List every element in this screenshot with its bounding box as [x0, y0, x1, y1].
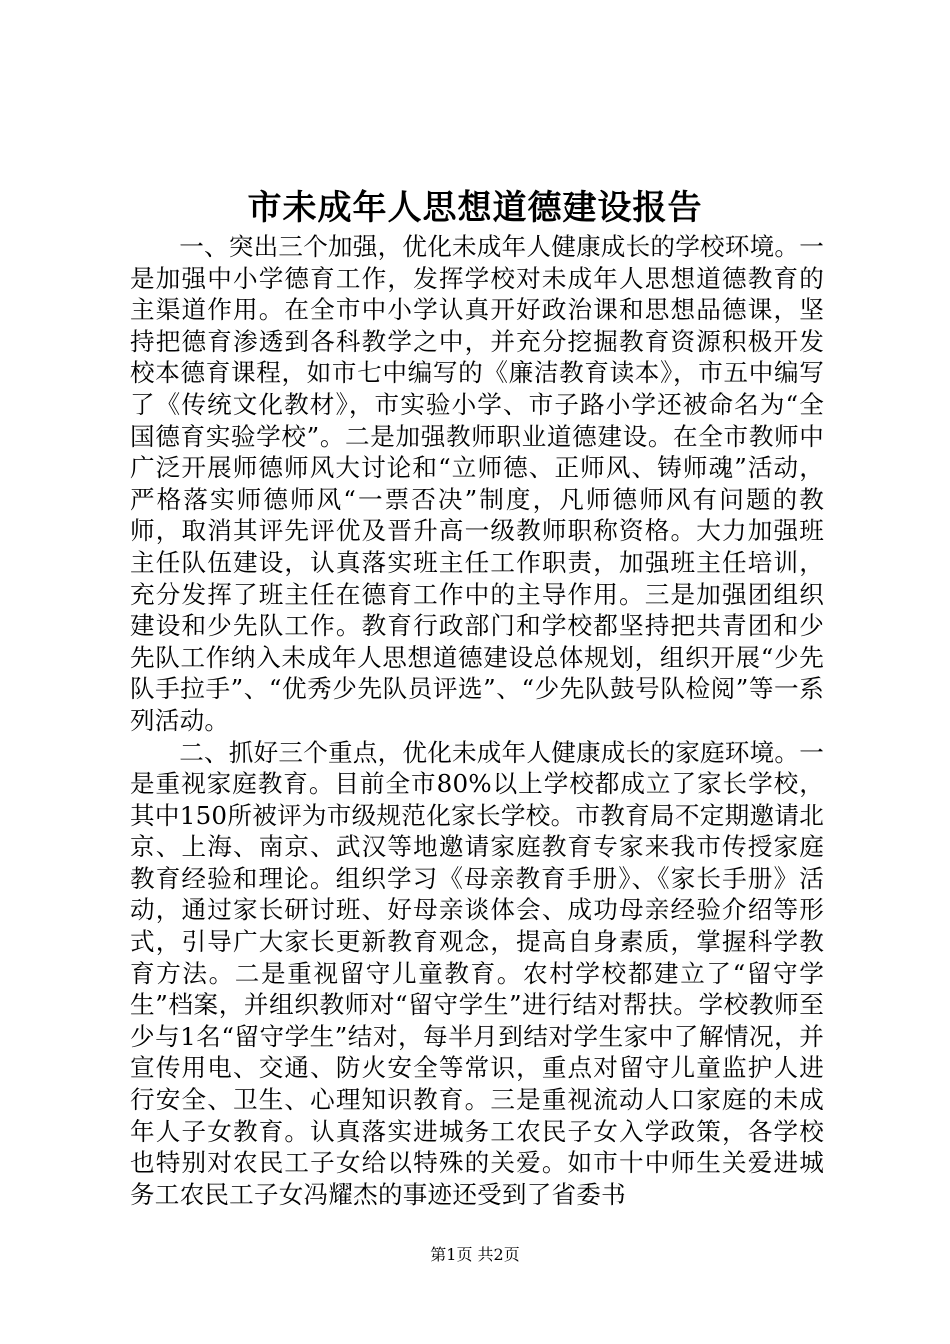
page-footer: 第1页 共2页 [430, 1245, 520, 1264]
paragraph: 二、抓好三个重点，优化未成年人健康成长的家庭环境。一是重视家庭教育。目前全市80%以上学校都成立了家长学校，其中150所被评为市级规范化家长学校。市教育局不定期邀请北京、上海、南京、武汉等地邀请家庭教育专家来我市传授家庭教育经验和理论。组织学习《母亲教育手册》、《家长手册》活动，通过家长研讨班、好母亲谈体会、成功母亲经验介绍等形式，引导广大家长更新教育观念，提高自身素质，掌握科学教育方法。二是重视留守儿童教育。农村学校都建立了“留守学生”档案，并组织教师对“留守学生”进行结对帮扶。学校教师至少与1名“留守学生”结对，每半月到结对学生家中了解情况，并宣传用电、交通、防火安全等常识，重点对留守儿童监护人进行安全、卫生、心理知识教育。三是重视流动人口家庭的未成年人子女教育。认真落实进城务工农民子女入学政策，各学校也特别对农民工子女给以特殊的关爱。如市十中师生关爱进城务工农民工子女冯耀杰的事迹还受到了省委书 [130, 737, 824, 1209]
paragraph: 一、突出三个加强，优化未成年人健康成长的学校环境。一是加强中小学德育工作，发挥学校对未成年人思想道德教育的主渠道作用。在全市中小学认真开好政治课和思想品德课，坚持把德育渗透到各科教学之中，并充分挖掘教育资源积极开发校本德育课程，如市七中编写的《廉洁教育读本》，市五中编写了《传统文化教材》，市实验小学、市子路小学还被命名为“全国德育实验学校”。二是加强教师职业道德建设。在全市教师中广泛开展师德师风大讨论和“立师德、正师风、铸师魂”活动，严格落实师德师风“一票否决”制度，凡师德师风有问题的教师，取消其评先评优及晋升高一级教师职称资格。大力加强班主任队伍建设，认真落实班主任工作职责，加强班主任培训，充分发挥了班主任在德育工作中的主导作用。三是加强团组织建设和少先队工作。教育行政部门和学校都坚持把共青团和少先队工作纳入未成年人思想道德建设总体规划，组织开展“少先队手拉手”、“优秀少先队员评选”、“少先队鼓号队检阅”等一系列活动。 [130, 232, 824, 735]
document-title: 市未成年人思想道德建设报告 [247, 188, 703, 228]
document-body [130, 231, 824, 1210]
